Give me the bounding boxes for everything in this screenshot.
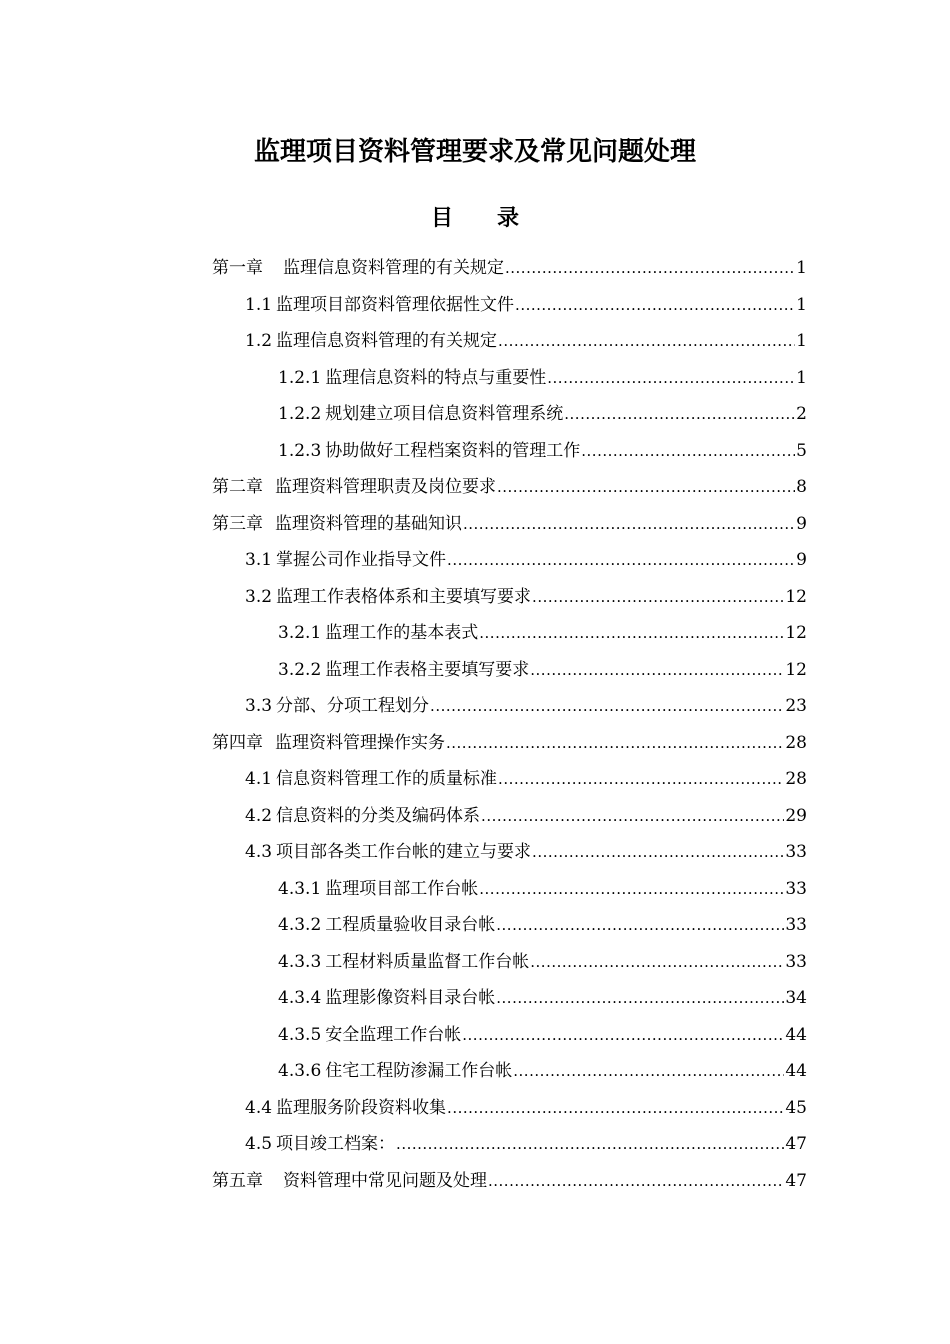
toc-entry-label: 监理项目部资料管理依据性文件 (276, 294, 515, 315)
toc-entry-number: 3.3 (245, 696, 273, 717)
toc-heading (0, 200, 950, 236)
toc-entry-label: 监理信息资料管理的有关规定 (283, 258, 504, 279)
toc-heading-char-2: 录 (497, 205, 520, 231)
toc-dot-leader (530, 952, 784, 972)
toc-entry-number: 第四章 (212, 732, 263, 753)
toc-entry-title (245, 769, 497, 789)
toc-dot-leader (447, 1098, 784, 1118)
toc-dot-leader (479, 623, 784, 643)
toc-page-number: 23 (785, 696, 807, 717)
toc-entry-number: 4.5 (245, 1134, 273, 1155)
toc-entry[interactable] (212, 615, 807, 652)
toc-entry-number: 1.2.3 (278, 440, 322, 461)
toc-entry-title (212, 477, 496, 497)
toc-entry-label: 协助做好工程档案资料的管理工作 (325, 440, 581, 461)
toc-entry-label: 项目部各类工作台帐的建立与要求 (276, 842, 532, 863)
toc-entry[interactable] (212, 761, 807, 798)
toc-entry-title (278, 623, 478, 643)
toc-page-number: 1 (796, 294, 807, 315)
toc-entry-label: 监理影像资料目录台帐 (325, 988, 496, 1009)
toc-dot-leader (505, 258, 795, 278)
toc-entry-title (245, 1098, 446, 1118)
toc-entry[interactable] (212, 433, 807, 470)
toc-entry-label: 监理工作表格体系和主要填写要求 (276, 586, 532, 607)
toc-entry-number: 4.1 (245, 769, 273, 790)
toc-entry-title (245, 331, 497, 351)
toc-entry-title (245, 550, 446, 570)
toc-entry-number: 4.3.6 (278, 1061, 322, 1082)
toc-entry-label: 监理工作的基本表式 (325, 623, 479, 644)
toc-page-number: 28 (785, 732, 807, 753)
toc-page-number: 9 (796, 513, 807, 534)
toc-dot-leader (530, 660, 784, 680)
toc-heading-char-1: 目 (430, 205, 453, 231)
toc-entry-title (245, 587, 531, 607)
toc-dot-leader (532, 842, 784, 862)
toc-entry-title (278, 660, 529, 680)
toc-entry[interactable] (212, 469, 807, 506)
toc-dot-leader (488, 1171, 784, 1191)
toc-entry[interactable] (212, 1126, 807, 1163)
toc-entry-title (278, 441, 580, 461)
toc-entry-number: 1.2.2 (278, 404, 322, 425)
toc-entry-number: 1.2.1 (278, 367, 322, 388)
toc-dot-leader (498, 331, 795, 351)
toc-entry-label: 规划建立项目信息资料管理系统 (325, 404, 564, 425)
toc-entry[interactable] (212, 1053, 807, 1090)
toc-page-number: 12 (785, 586, 807, 607)
toc-entry[interactable] (212, 360, 807, 397)
toc-entry-title (212, 1171, 487, 1191)
toc-dot-leader (532, 587, 784, 607)
toc-entry-label: 监理服务阶段资料收集 (276, 1097, 447, 1118)
toc-entry-label: 住宅工程防渗漏工作台帐 (325, 1061, 513, 1082)
toc-entry-title (278, 952, 529, 972)
toc-dot-leader (496, 988, 784, 1008)
toc-entry[interactable] (212, 871, 807, 908)
toc-entry-number: 4.3.5 (278, 1024, 322, 1045)
toc-dot-leader (547, 368, 795, 388)
toc-entry[interactable] (212, 1017, 807, 1054)
toc-entry[interactable] (212, 725, 807, 762)
toc-entry-number: 4.2 (245, 805, 273, 826)
toc-entry[interactable] (212, 944, 807, 981)
toc-entry-label: 安全监理工作台帐 (325, 1024, 462, 1045)
toc-page-number: 5 (796, 440, 807, 461)
toc-entry-label: 项目竣工档案： (276, 1134, 396, 1155)
toc-entry-number: 第三章 (212, 513, 263, 534)
toc-entry-label: 监理资料管理职责及岗位要求 (275, 477, 496, 498)
toc-entry-label: 监理资料管理操作实务 (275, 732, 445, 753)
toc-page-number: 47 (785, 1170, 807, 1191)
toc-entry-title (245, 842, 531, 862)
table-of-contents (212, 250, 807, 1199)
toc-entry-number: 4.3.4 (278, 988, 322, 1009)
toc-entry-number: 1.2 (245, 331, 273, 352)
toc-entry-title (278, 368, 546, 388)
toc-dot-leader (513, 1061, 784, 1081)
toc-dot-leader (515, 295, 795, 315)
toc-page-number: 44 (785, 1024, 807, 1045)
toc-page-number: 45 (785, 1097, 807, 1118)
toc-entry[interactable] (212, 1090, 807, 1127)
toc-entry[interactable] (212, 396, 807, 433)
toc-entry-label: 工程质量验收目录台帐 (325, 915, 496, 936)
toc-entry[interactable] (212, 287, 807, 324)
toc-page-number: 33 (785, 951, 807, 972)
toc-entry-label: 监理项目部工作台帐 (325, 878, 479, 899)
toc-page-number: 33 (785, 915, 807, 936)
toc-entry-label: 监理信息资料的特点与重要性 (325, 367, 547, 388)
toc-entry-title (278, 1061, 512, 1081)
toc-page-number: 1 (796, 258, 807, 279)
toc-entry-label: 监理信息资料管理的有关规定 (276, 331, 498, 352)
toc-entry[interactable] (212, 323, 807, 360)
toc-page-number: 47 (785, 1134, 807, 1155)
toc-entry[interactable] (212, 579, 807, 616)
toc-dot-leader (462, 1025, 784, 1045)
toc-entry-label: 分部、分项工程划分 (276, 696, 430, 717)
toc-dot-leader (496, 915, 784, 935)
toc-entry[interactable] (212, 980, 807, 1017)
toc-page-number: 44 (785, 1061, 807, 1082)
toc-entry-label: 监理工作表格主要填写要求 (325, 659, 530, 680)
toc-entry-number: 3.2 (245, 586, 273, 607)
toc-entry-number: 4.4 (245, 1097, 273, 1118)
toc-entry[interactable] (212, 1163, 807, 1200)
toc-entry-label: 信息资料的分类及编码体系 (276, 805, 481, 826)
toc-page-number: 12 (785, 659, 807, 680)
document-title: 监理项目资料管理要求及常见问题处理 (253, 137, 696, 167)
toc-page-number: 33 (785, 878, 807, 899)
toc-page-number: 9 (796, 550, 807, 571)
toc-entry[interactable] (212, 834, 807, 871)
toc-dot-leader (463, 514, 795, 534)
toc-entry[interactable] (212, 250, 807, 287)
toc-entry[interactable] (212, 688, 807, 725)
toc-entry-number: 4.3.2 (278, 915, 322, 936)
toc-dot-leader (446, 733, 784, 753)
toc-entry-label: 信息资料管理工作的质量标准 (276, 769, 498, 790)
toc-entry-title (245, 696, 429, 716)
toc-page-number: 8 (796, 477, 807, 498)
toc-entry-title (212, 733, 445, 753)
toc-entry-label: 资料管理中常见问题及处理 (283, 1170, 487, 1191)
toc-page-number: 28 (785, 769, 807, 790)
toc-entry-title (278, 404, 563, 424)
toc-entry-number: 第一章 (212, 258, 263, 279)
toc-dot-leader (447, 550, 795, 570)
toc-page-number: 1 (796, 331, 807, 352)
toc-page-number: 34 (785, 988, 807, 1009)
toc-entry-number: 3.1 (245, 550, 273, 571)
toc-entry-number: 4.3.3 (278, 951, 322, 972)
toc-entry-title (212, 258, 504, 278)
toc-dot-leader (497, 477, 795, 497)
toc-entry-number: 3.2.1 (278, 623, 322, 644)
toc-dot-leader (396, 1134, 784, 1154)
toc-page-number: 29 (785, 805, 807, 826)
toc-entry[interactable] (212, 652, 807, 689)
toc-entry-number: 第二章 (212, 477, 263, 498)
toc-dot-leader (481, 806, 784, 826)
toc-entry-number: 4.3 (245, 842, 273, 863)
toc-entry-title (245, 295, 514, 315)
toc-page-number: 12 (785, 623, 807, 644)
toc-entry-title (278, 988, 495, 1008)
toc-entry-number: 1.1 (245, 294, 273, 315)
toc-dot-leader (430, 696, 784, 716)
toc-entry-title (212, 514, 462, 534)
toc-entry-label: 工程材料质量监督工作台帐 (325, 951, 530, 972)
toc-entry[interactable] (212, 907, 807, 944)
toc-dot-leader (581, 441, 795, 461)
toc-entry-label: 监理资料管理的基础知识 (275, 513, 462, 534)
toc-page-number: 1 (796, 367, 807, 388)
toc-page-number: 2 (796, 404, 807, 425)
toc-entry-label: 掌握公司作业指导文件 (276, 550, 447, 571)
toc-entry-title (245, 806, 480, 826)
toc-entry-number: 第五章 (212, 1170, 263, 1191)
toc-dot-leader (498, 769, 784, 789)
toc-entry-title (278, 1025, 461, 1045)
toc-entry-title (245, 1134, 395, 1154)
toc-page-number: 33 (785, 842, 807, 863)
toc-dot-leader (479, 879, 784, 899)
toc-entry-title (278, 915, 495, 935)
toc-entry-title (278, 879, 478, 899)
toc-entry[interactable] (212, 798, 807, 835)
toc-entry[interactable] (212, 542, 807, 579)
toc-entry-number: 3.2.2 (278, 659, 322, 680)
toc-entry[interactable] (212, 506, 807, 543)
toc-entry-number: 4.3.1 (278, 878, 322, 899)
toc-dot-leader (564, 404, 795, 424)
